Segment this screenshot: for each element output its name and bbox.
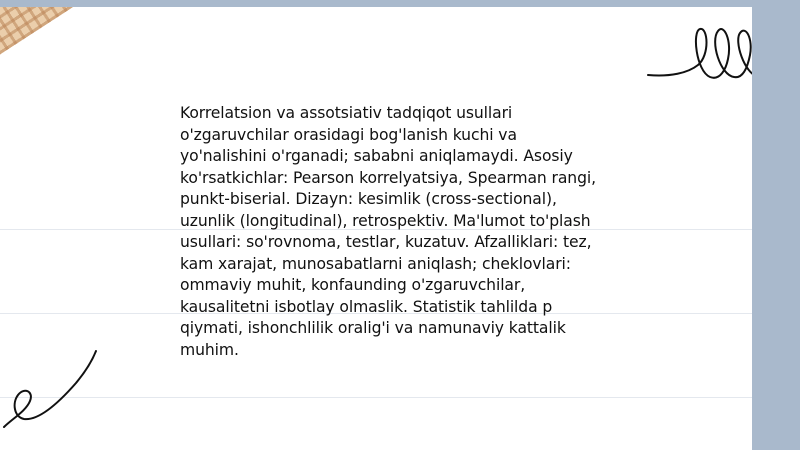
curl-doodle-icon bbox=[0, 347, 110, 437]
washi-tape bbox=[0, 7, 250, 56]
scribble-loops-icon bbox=[640, 19, 752, 89]
ruled-line bbox=[0, 397, 752, 398]
slide-body-text: Korrelatsion va assotsiativ tadqiqot usullari o'zgaruvchilar orasidagi bog'lanish kuchi va yo'nalishini o'rganadi; sababni aniqlamaydi. Asosiy ko'rsatkichlar: Pearson korrelyatsiya, Spearman rangi, punkt-biserial. Dizayn: kesimlik (cross-sectional), uzunlik (longitudinal), retrospektiv. Ma'lumot to'plash usullari: so'rovnoma, testlar, kuzatuv. Afzalliklari: tez, kam xarajat, munosabatlarni aniqlash; cheklovlari: ommaviy muhit, konfaunding o'zgaruvchilar, kausalitetni isbotlay olmaslik. Statistik tahlilda p qiymati, ishonchlilik oralig'i va namunaviy kattalik muhim. bbox=[180, 104, 596, 359]
slide-paper bbox=[0, 7, 752, 450]
